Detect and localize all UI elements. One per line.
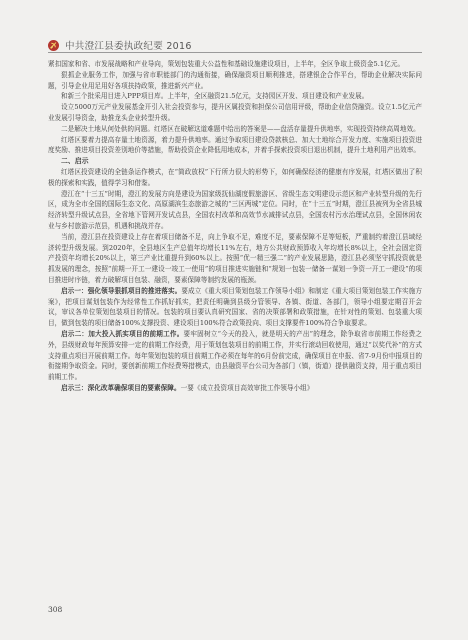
body-paragraph — [48, 91, 422, 102]
body-paragraph — [48, 70, 422, 92]
paragraph-lead: 启示二：加大投入抓实项目的前期工作。 — [61, 329, 184, 338]
running-header — [48, 38, 192, 52]
body-paragraph — [48, 189, 422, 232]
body-paragraph — [48, 124, 422, 135]
paragraph-text: 和新三个批采用目进入PPP项目库。上半年，全区融资21.5亿元，支持园区开发、项目建设和产业发展。 — [61, 92, 369, 101]
body-paragraph — [48, 167, 422, 189]
paragraph-text: 狠抓企业服务工作，加强与省市职能部门的沟通衔接，确保融资项目顺利推进，搭建银企合作平台，帮助企业解决实际问题，引导企业用足用好各项扶持政策，推进新兴产业。 — [48, 70, 422, 90]
paragraph-text: 紧扣国家和省、市发展战略和产业导向，策划包装重大公益性和基础设施建设项目，上半年，全区争取上级资金5.1亿元。 — [48, 60, 405, 68]
body-paragraph — [48, 102, 422, 124]
header-rule — [48, 52, 422, 53]
paragraph-text: 澄江在“十三五”时期，澄江的发展方向是建设为国家级抚仙湖度假旅游区、省级生态文明建设示范区和产业转型升级的先行区，成为全市全国的国际生态文化、高原湖滨生态旅游之城的“三区两城”定位。同时，在“十三五”时期，澄江县被列为全省县城经济转型升级试点县，全省地下管网开发试点县，全国农村改革和高效节水减排试点县，全国农村污水治理试点县，全国休闲农业与乡村旅游示范县，机遇和挑战并存。 — [48, 189, 422, 230]
body-paragraph — [48, 59, 422, 70]
page-number: 308 — [48, 605, 63, 614]
body-paragraph — [48, 232, 422, 286]
page-body — [48, 59, 422, 599]
paragraph-text: 要牢固树立“今天的投入，就是明天的产出”的理念，除争取省市前期工作经费之外，县级财政每年预算安排一定的前期工作经费，用于策划包装项目的前期工作，并实行滚动回收使用，通过“以奖代补”的方式支持重点项目开展前期工作。每年策划包装的项目前期工作必须在每年的6月份前完成，确保项目在申报、省7-9月份申报项目的衔接期争取资金。同时，要创新前期工作经费筹措模式，由县融资平台公司为各部门（镇，街道）提供融资支持，用于重点项目前期工作。 — [48, 329, 422, 382]
section-heading: 二、启示 — [61, 157, 89, 166]
paragraph-text: 一要《成立投资项目高效审批工作领导小组》 — [180, 383, 314, 392]
paragraph-text: 要成立《重大项目策划包装工作领导小组》和制定《重大项目策划包装工作实施方案》，把项目谋划包装作为经常性工作抓好抓实，把责任明确到县级分管领导、各镇、街道、各部门，领导小组要定期召开会议，审议各单位策划包装项目的情况。包装的项目要认真研究国家、省的决策部署和政策措施，在针对性的策划、包装重大项目，做到包装的项目储备100%支撑投资、建设项目100%符合政策投向、项目支撑要件100%符合争取要求。 — [48, 286, 422, 328]
paragraph-text: 当前，澄江县在投资建设上存在着项目储备不足，向上争取不足，难度不足，要素保障不足等短板，严重制约着澄江县域经济转型升级发展。到2020年，全县地区生产总值年均增长11%左右，地方公共财政预算收入年均增长8%以上，全社会固定资产投资年均增长20%以上，第三产业比重提升到60%以上。按照“优一精三强二”的产业发展思路，澄江县必须坚守抓投资就是抓发展的理念，按照“前期一开工一建设一竣工一使用”的项目推进实施链和“规划一包装一储备一谋划一争资一开工一建设”的项目推进时序链，着力破解项目包装、融资，要素保障等制约发展的瓶颈。 — [48, 232, 422, 284]
body-paragraph — [48, 135, 422, 157]
body-paragraph — [48, 329, 422, 383]
body-paragraph — [48, 286, 422, 329]
paragraph-text: 红塔区投资建设的全链条运作模式，在“简政放权”下行所力很大的形势下，如何确保经济的健康有序发展，红塔区做出了积极的探索和实践，值得学习和借鉴。 — [48, 167, 422, 187]
paragraph-text: 二是解决土地从何处供的问题。红塔区在破解这道难题中给出的答案是——盘活存量提升供地率，实现投资持续高周地效。 — [61, 124, 420, 133]
paragraph-lead: 启示一：强化领导狠抓项目的推进落实。 — [61, 286, 182, 295]
paragraph-text: 设立5000万元产业发展基金开引入社会投资参与，提升区属投资和担保公司信用评级，帮助企业信贷融资。设立1.5亿元产业发展引导资金，助推龙头企业转型升级。 — [48, 103, 422, 122]
body-paragraph — [48, 383, 422, 394]
paragraph-lead: 启示三：深化改革确保项目的要素保障。 — [61, 383, 181, 392]
paragraph-text: 红塔区要着力提高存量土地资源，着力提升供地率。通过争取项目建设贷款核总、加大土地综合开发力度、实施项目投资进度奖励、推进项目投资差别地价等措施，帮助投资企业降低用地成本，并着手探索投资项目退出机制，提升土地利用产出效率。 — [48, 135, 422, 155]
party-emblem-icon — [48, 40, 59, 51]
header-title: 中共澄江县委执政纪要 2016 — [65, 41, 192, 52]
